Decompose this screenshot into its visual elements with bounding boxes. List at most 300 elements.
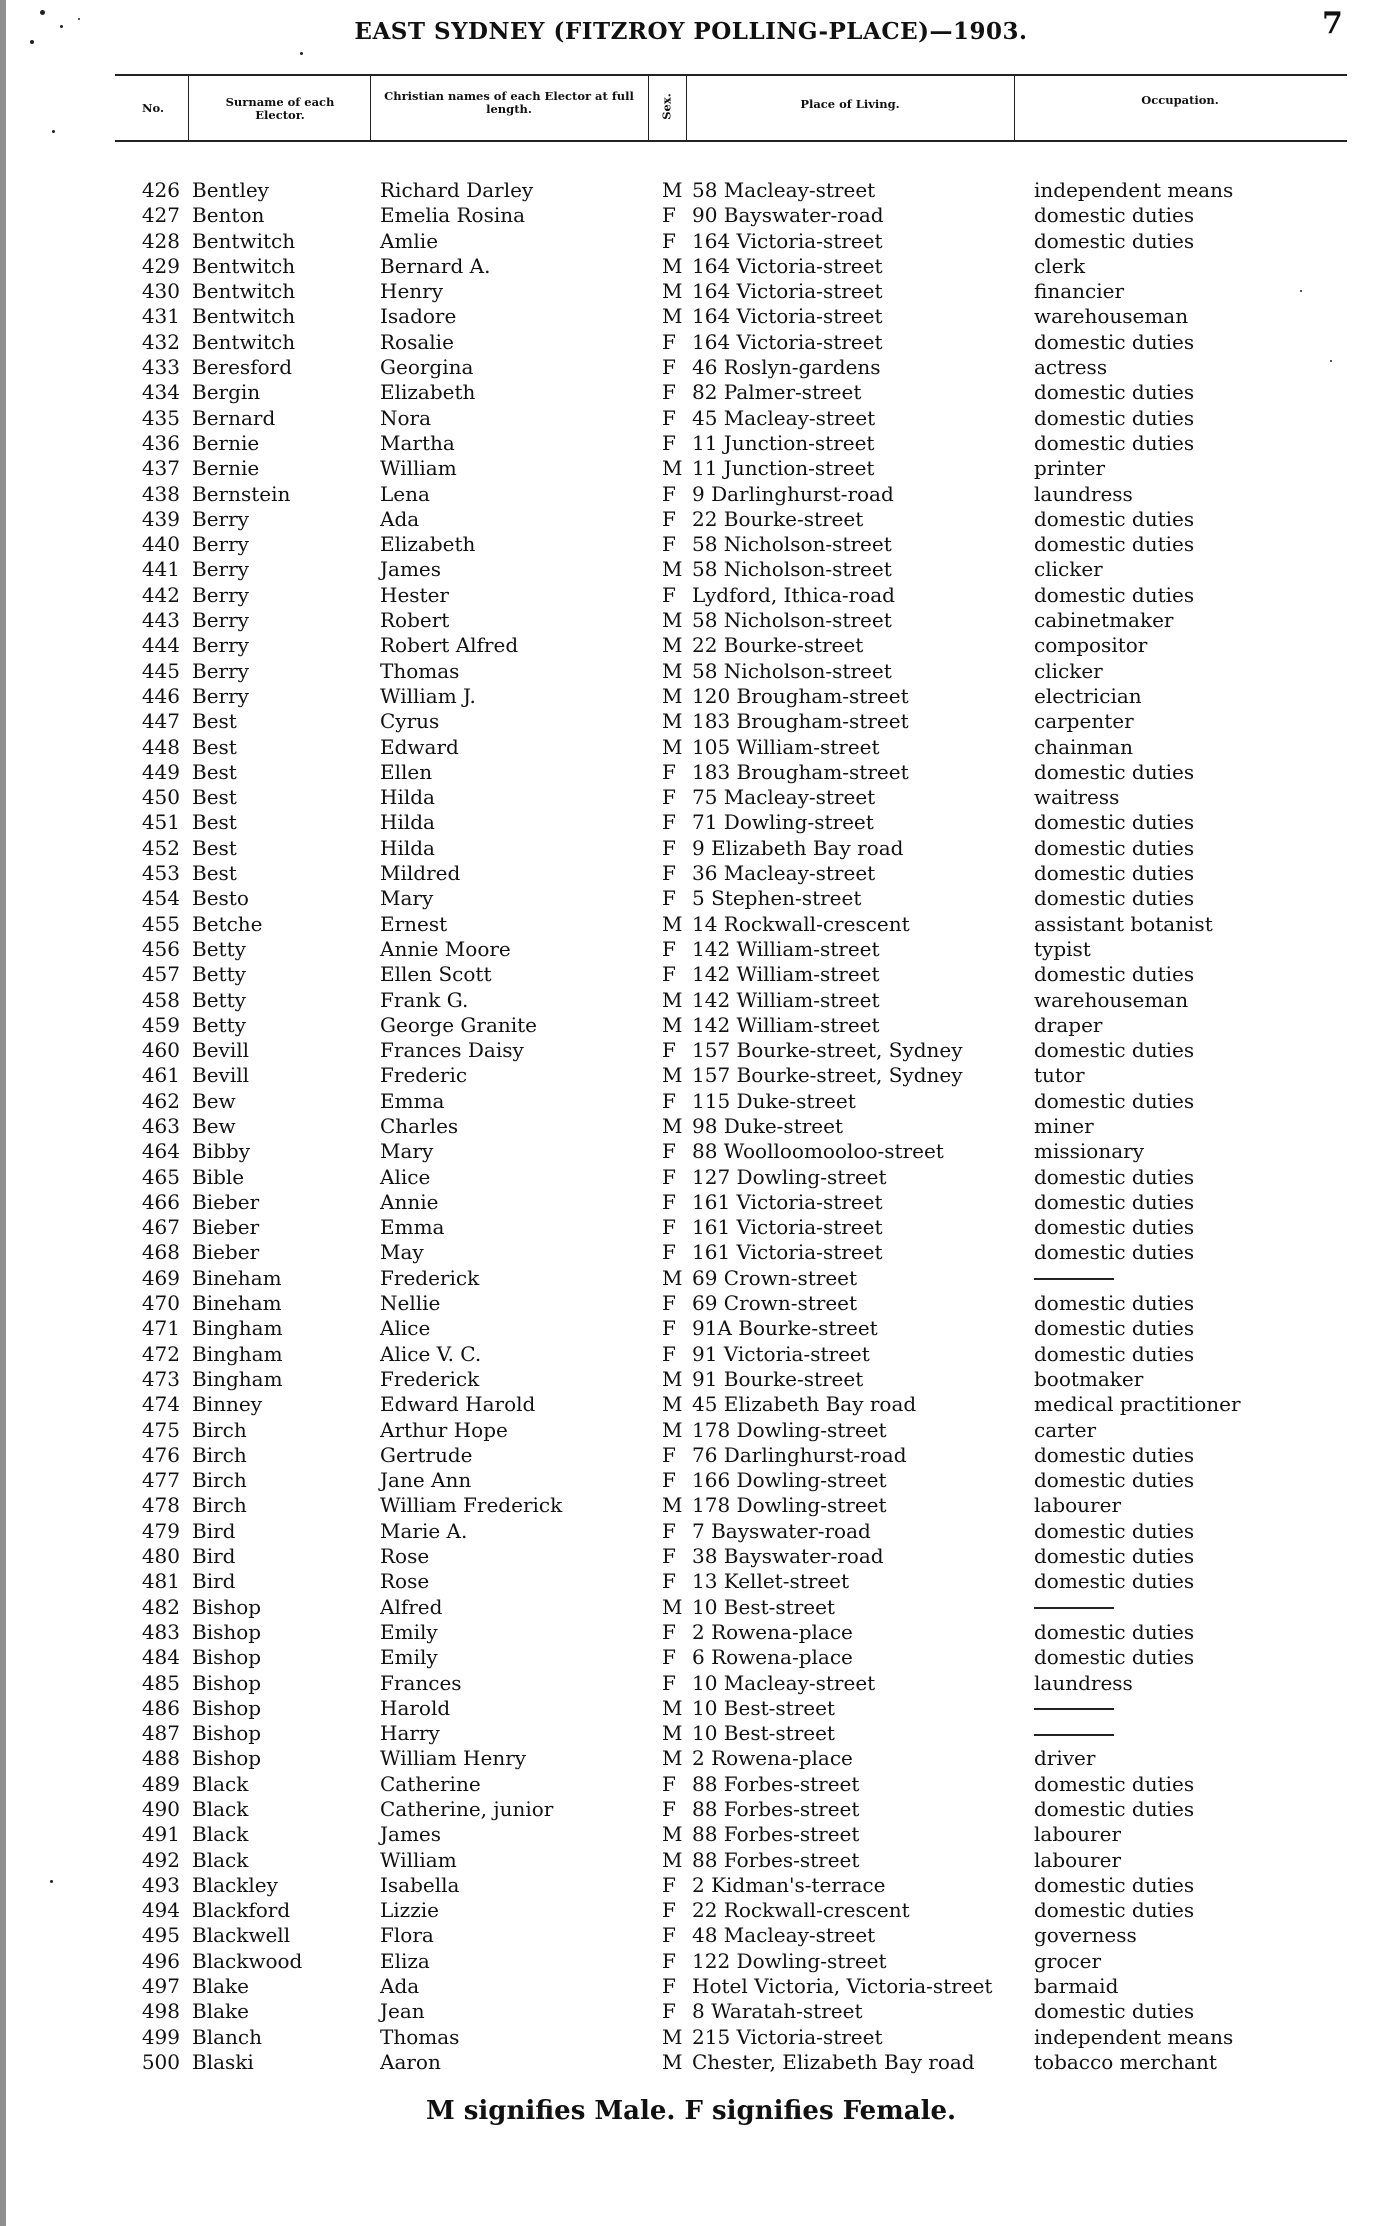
surname: Blackwell <box>192 1923 291 1948</box>
surname: Bishop <box>192 1746 262 1771</box>
elector-row <box>0 684 1382 709</box>
occupation: domestic duties <box>1034 835 1195 860</box>
elector-number: 462 <box>141 1088 180 1113</box>
col-divider <box>686 74 687 140</box>
occupation: labourer <box>1034 1822 1122 1847</box>
elector-row <box>0 912 1382 937</box>
elector-row <box>0 861 1382 886</box>
occupation: domestic duties <box>1034 1619 1195 1644</box>
surname: Betty <box>192 1012 246 1037</box>
surname: Best <box>192 861 237 886</box>
occupation: driver <box>1034 1746 1096 1771</box>
elector-number: 485 <box>141 1670 180 1695</box>
occupation: assistant botanist <box>1034 911 1213 936</box>
sex: M <box>662 633 683 658</box>
elector-row <box>0 1569 1382 1594</box>
occupation: domestic duties <box>1034 1316 1195 1341</box>
surname: Bible <box>192 1164 245 1189</box>
sex: M <box>662 1594 683 1619</box>
surname: Bentwitch <box>192 329 296 354</box>
surname: Blackford <box>192 1898 291 1923</box>
elector-number: 429 <box>141 253 180 278</box>
elector-row <box>0 760 1382 785</box>
surname: Bentwitch <box>192 304 296 329</box>
elector-number: 470 <box>141 1291 180 1316</box>
elector-row <box>0 2025 1382 2050</box>
scan-speck <box>300 52 303 55</box>
elector-number: 426 <box>141 178 180 202</box>
surname: Berry <box>192 582 249 607</box>
sex: F <box>662 936 676 961</box>
sex: F <box>662 1316 676 1341</box>
sex: M <box>662 1113 683 1138</box>
sex: F <box>662 861 676 886</box>
blank-occupation-rule <box>1034 1734 1114 1736</box>
sex: F <box>662 1670 676 1695</box>
elector-row <box>0 178 1382 203</box>
sex: M <box>662 911 683 936</box>
elector-number: 500 <box>141 2049 180 2074</box>
surname: Bew <box>192 1113 236 1138</box>
sex: F <box>662 1645 676 1670</box>
place-of-living: 157 Bourke-street, Sydney <box>692 1038 963 1063</box>
place-of-living: 2 Rowena-place <box>692 1746 853 1771</box>
place-of-living: 71 Dowling-street <box>692 810 874 835</box>
occupation: warehouseman <box>1034 304 1189 329</box>
place-of-living: 164 Victoria-street <box>692 279 883 304</box>
elector-row <box>0 1848 1382 1873</box>
sex: F <box>662 835 676 860</box>
christian-names: William <box>380 1847 457 1872</box>
sex: F <box>662 1139 676 1164</box>
elector-row <box>0 229 1382 254</box>
sex: M <box>662 1366 683 1391</box>
elector-number: 491 <box>141 1822 180 1847</box>
elector-number: 496 <box>141 1948 180 1973</box>
surname: Betche <box>192 911 263 936</box>
elector-row <box>0 810 1382 835</box>
christian-names: Frederic <box>380 1063 468 1088</box>
sex: M <box>662 1265 683 1290</box>
occupation: carter <box>1034 1417 1097 1442</box>
surname: Bird <box>192 1569 236 1594</box>
elector-number: 475 <box>141 1417 180 1442</box>
elector-number: 482 <box>141 1594 180 1619</box>
christian-names: Richard Darley <box>380 178 534 202</box>
elector-row <box>0 1645 1382 1670</box>
christian-names: Hilda <box>380 835 435 860</box>
surname: Bevill <box>192 1038 250 1063</box>
elector-number: 440 <box>141 532 180 557</box>
elector-number: 444 <box>141 633 180 658</box>
surname: Birch <box>192 1442 247 1467</box>
surname: Berry <box>192 633 249 658</box>
elector-row <box>0 1367 1382 1392</box>
elector-row <box>0 1089 1382 1114</box>
place-of-living: 91 Victoria-street <box>692 1341 870 1366</box>
sex: F <box>662 785 676 810</box>
occupation: domestic duties <box>1034 1215 1195 1240</box>
surname: Blanch <box>192 2024 262 2049</box>
occupation: laundress <box>1034 1670 1133 1695</box>
elector-row <box>0 1671 1382 1696</box>
christian-names: Cyrus <box>380 709 440 734</box>
place-of-living: 45 Elizabeth Bay road <box>692 1392 917 1417</box>
occupation: domestic duties <box>1034 861 1195 886</box>
christian-names: Ernest <box>380 911 448 936</box>
elector-row <box>0 2050 1382 2075</box>
elector-row <box>0 1822 1382 1847</box>
occupation: chainman <box>1034 734 1134 759</box>
surname: Blackwood <box>192 1948 303 1973</box>
christian-names: Mary <box>380 886 434 911</box>
place-of-living: 105 William-street <box>692 734 880 759</box>
christian-names: Emma <box>380 1215 445 1240</box>
elector-row <box>0 1215 1382 1240</box>
occupation: missionary <box>1034 1139 1144 1164</box>
christian-names: Edward Harold <box>380 1392 536 1417</box>
place-of-living: 164 Victoria-street <box>692 228 883 253</box>
christian-names: Aaron <box>380 2049 441 2074</box>
elector-row <box>0 1999 1382 2024</box>
occupation: carpenter <box>1034 709 1134 734</box>
sex: F <box>662 1468 676 1493</box>
occupation: warehouseman <box>1034 987 1189 1012</box>
surname: Bew <box>192 1088 236 1113</box>
elector-row <box>0 406 1382 431</box>
sex: F <box>662 355 676 380</box>
sex: M <box>662 253 683 278</box>
occupation: domestic duties <box>1034 532 1195 557</box>
elector-row <box>0 1898 1382 1923</box>
occupation: cabinetmaker <box>1034 608 1174 633</box>
sex: F <box>662 481 676 506</box>
col-divider <box>188 74 189 140</box>
occupation: domestic duties <box>1034 380 1195 405</box>
place-of-living: 69 Crown-street <box>692 1265 858 1290</box>
elector-row <box>0 1165 1382 1190</box>
christian-names: Frank G. <box>380 987 469 1012</box>
elector-number: 466 <box>141 1189 180 1214</box>
surname: Bevill <box>192 1063 250 1088</box>
sex: M <box>662 987 683 1012</box>
elector-number: 477 <box>141 1468 180 1493</box>
christian-names: Mildred <box>380 861 461 886</box>
sex: F <box>662 1619 676 1644</box>
christian-names: Catherine, junior <box>380 1797 554 1821</box>
elector-number: 483 <box>141 1619 180 1644</box>
sex: M <box>662 1417 683 1442</box>
sex: F <box>662 962 676 987</box>
elector-row <box>0 1342 1382 1367</box>
occupation: domestic duties <box>1034 1468 1195 1493</box>
elector-row <box>0 1392 1382 1417</box>
elector-number: 452 <box>141 835 180 860</box>
place-of-living: 178 Dowling-street <box>692 1417 887 1442</box>
elector-number: 427 <box>141 203 180 228</box>
sex: F <box>662 1898 676 1923</box>
sex: M <box>662 734 683 759</box>
surname: Berry <box>192 608 249 633</box>
christian-names: Ellen Scott <box>380 962 492 987</box>
christian-names: Rose <box>380 1569 430 1594</box>
occupation: domestic duties <box>1034 810 1195 835</box>
elector-number: 484 <box>141 1645 180 1670</box>
elector-row <box>0 1923 1382 1948</box>
elector-number: 490 <box>141 1797 180 1821</box>
place-of-living: 22 Bourke-street <box>692 506 864 531</box>
sex: M <box>662 1012 683 1037</box>
place-of-living: 58 Nicholson-street <box>692 608 892 633</box>
sex: F <box>662 1164 676 1189</box>
occupation: waitress <box>1034 785 1120 810</box>
elector-number: 474 <box>141 1392 180 1417</box>
sex: F <box>662 1771 676 1796</box>
elector-row <box>0 608 1382 633</box>
christian-names: Thomas <box>380 2024 460 2049</box>
occupation: domestic duties <box>1034 405 1195 430</box>
occupation: actress <box>1034 355 1108 380</box>
surname: Best <box>192 835 237 860</box>
occupation <box>1034 1721 1114 1746</box>
sex: F <box>662 1442 676 1467</box>
christian-names: Thomas <box>380 658 460 683</box>
christian-names: Charles <box>380 1113 459 1138</box>
elector-row <box>0 1468 1382 1493</box>
sex: M <box>662 2024 683 2049</box>
christian-names: Annie Moore <box>380 936 511 961</box>
surname: Bentwitch <box>192 253 296 278</box>
surname: Bieber <box>192 1215 260 1240</box>
christian-names: Catherine <box>380 1771 481 1796</box>
occupation: domestic duties <box>1034 962 1195 987</box>
occupation: domestic duties <box>1034 1872 1195 1897</box>
surname: Blaski <box>192 2049 254 2074</box>
elector-number: 442 <box>141 582 180 607</box>
occupation: domestic duties <box>1034 1088 1195 1113</box>
sex: M <box>662 279 683 304</box>
place-of-living: 8 Waratah-street <box>692 1999 863 2024</box>
occupation: domestic duties <box>1034 1898 1195 1923</box>
sex: F <box>662 1240 676 1265</box>
elector-row <box>0 532 1382 557</box>
footer-legend: M signifies Male. F signifies Female. <box>425 2096 957 2126</box>
place-of-living: 22 Rockwall-crescent <box>692 1898 910 1923</box>
christian-names: Frederick <box>380 1366 480 1391</box>
sex: F <box>662 1088 676 1113</box>
surname: Berry <box>192 557 249 582</box>
surname: Blake <box>192 1999 249 2024</box>
elector-row <box>0 1038 1382 1063</box>
scan-speck <box>30 40 34 44</box>
place-of-living: 9 Elizabeth Bay road <box>692 835 904 860</box>
surname: Bishop <box>192 1594 262 1619</box>
sex: F <box>662 380 676 405</box>
elector-number: 467 <box>141 1215 180 1240</box>
surname: Betty <box>192 987 246 1012</box>
elector-row <box>0 1316 1382 1341</box>
elector-row <box>0 1696 1382 1721</box>
elector-row <box>0 279 1382 304</box>
christian-names: Alice V. C. <box>380 1341 482 1366</box>
occupation: labourer <box>1034 1493 1122 1518</box>
christian-names: Nellie <box>380 1291 441 1316</box>
occupation: tobacco merchant <box>1034 2049 1217 2074</box>
sex: F <box>662 582 676 607</box>
sex: F <box>662 759 676 784</box>
place-of-living: 115 Duke-street <box>692 1088 856 1113</box>
christian-names: William Frederick <box>380 1493 563 1518</box>
surname: Besto <box>192 886 249 911</box>
elector-row <box>0 735 1382 760</box>
surname: Beresford <box>192 355 292 380</box>
place-of-living: Hotel Victoria, Victoria-street <box>692 1974 993 1999</box>
occupation: electrician <box>1034 683 1142 708</box>
place-of-living: 142 William-street <box>692 936 880 961</box>
elector-row <box>0 1063 1382 1088</box>
elector-row <box>0 1721 1382 1746</box>
christian-names: Henry <box>380 279 444 304</box>
christian-names: Ada <box>380 1974 420 1999</box>
surname: Blake <box>192 1974 249 1999</box>
surname: Black <box>192 1771 249 1796</box>
elector-number: 450 <box>141 785 180 810</box>
elector-number: 486 <box>141 1695 180 1720</box>
occupation: domestic duties <box>1034 1240 1195 1265</box>
surname: Birch <box>192 1468 247 1493</box>
christian-names: Isadore <box>380 304 457 329</box>
place-of-living: 46 Roslyn-gardens <box>692 355 881 380</box>
elector-number: 497 <box>141 1974 180 1999</box>
christian-names: Marie A. <box>380 1518 468 1543</box>
christian-names: Robert Alfred <box>380 633 519 658</box>
elector-row <box>0 1493 1382 1518</box>
christian-names: Harold <box>380 1695 451 1720</box>
place-of-living: 69 Crown-street <box>692 1291 858 1316</box>
christian-names: Georgina <box>380 355 474 380</box>
christian-names: Emily <box>380 1645 438 1670</box>
elector-number: 451 <box>141 810 180 835</box>
christian-names: Jean <box>380 1999 425 2024</box>
elector-row <box>0 1772 1382 1797</box>
christian-names: Elizabeth <box>380 532 476 557</box>
sex: F <box>662 1518 676 1543</box>
occupation: independent means <box>1034 2024 1234 2049</box>
occupation: laundress <box>1034 481 1133 506</box>
elector-row <box>0 583 1382 608</box>
christian-names: Flora <box>380 1923 434 1948</box>
christian-names: Eliza <box>380 1948 430 1973</box>
occupation: domestic duties <box>1034 228 1195 253</box>
christian-names: Lizzie <box>380 1898 439 1923</box>
sex: F <box>662 1291 676 1316</box>
sex: F <box>662 1974 676 1999</box>
elector-row <box>0 1013 1382 1038</box>
scan-speck <box>1330 360 1332 362</box>
elector-row <box>0 1595 1382 1620</box>
sex: M <box>662 1695 683 1720</box>
christian-names: Martha <box>380 430 455 455</box>
place-of-living: 142 William-street <box>692 987 880 1012</box>
header-no: No. <box>142 101 164 115</box>
place-of-living: 164 Victoria-street <box>692 304 883 329</box>
sex: M <box>662 557 683 582</box>
christian-names: Hilda <box>380 785 435 810</box>
elector-row <box>0 962 1382 987</box>
elector-row <box>0 507 1382 532</box>
sex: M <box>662 2049 683 2074</box>
place-of-living: 88 Forbes-street <box>692 1797 860 1821</box>
sex: F <box>662 1189 676 1214</box>
christian-names: Ada <box>380 506 420 531</box>
elector-number: 463 <box>141 1113 180 1138</box>
place-of-living: 142 William-street <box>692 962 880 987</box>
col-divider <box>370 74 371 140</box>
place-of-living: 10 Macleay-street <box>692 1670 876 1695</box>
occupation: clerk <box>1034 253 1086 278</box>
sex: M <box>662 1721 683 1746</box>
surname: Bishop <box>192 1695 262 1720</box>
elector-row <box>0 456 1382 481</box>
header-sex: Sex. <box>659 93 674 120</box>
christian-names: Emelia Rosina <box>380 203 526 228</box>
surname: Bieber <box>192 1240 260 1265</box>
surname: Berry <box>192 506 249 531</box>
elector-row <box>0 254 1382 279</box>
surname: Betty <box>192 936 246 961</box>
sex: M <box>662 1746 683 1771</box>
scan-speck <box>60 25 63 28</box>
elector-number: 431 <box>141 304 180 329</box>
surname: Bishop <box>192 1670 262 1695</box>
occupation: domestic duties <box>1034 1999 1195 2024</box>
christian-names: William Henry <box>380 1746 527 1771</box>
occupation: domestic duties <box>1034 1544 1195 1569</box>
christian-names: Alice <box>380 1164 431 1189</box>
christian-names: Frederick <box>380 1265 480 1290</box>
place-of-living: Lydford, Ithica-road <box>692 582 895 607</box>
elector-row <box>0 1418 1382 1443</box>
christian-names: George Granite <box>380 1012 538 1037</box>
sex: F <box>662 1341 676 1366</box>
elector-number: 488 <box>141 1746 180 1771</box>
occupation: domestic duties <box>1034 506 1195 531</box>
christian-names: Frances <box>380 1670 462 1695</box>
surname: Bishop <box>192 1619 262 1644</box>
elector-row <box>0 1266 1382 1291</box>
surname: Benton <box>192 203 265 228</box>
surname: Bingham <box>192 1341 283 1366</box>
christian-names: Lena <box>380 481 430 506</box>
occupation <box>1034 1595 1114 1620</box>
occupation: domestic duties <box>1034 1291 1195 1316</box>
place-of-living: 5 Stephen-street <box>692 886 862 911</box>
elector-number: 441 <box>141 557 180 582</box>
elector-row <box>0 988 1382 1013</box>
elector-row <box>0 886 1382 911</box>
elector-number: 456 <box>141 936 180 961</box>
occupation: tutor <box>1034 1063 1085 1088</box>
place-of-living: 88 Forbes-street <box>692 1771 860 1796</box>
place-of-living: 58 Nicholson-street <box>692 557 892 582</box>
elector-number: 439 <box>141 506 180 531</box>
occupation: domestic duties <box>1034 582 1195 607</box>
occupation: domestic duties <box>1034 1442 1195 1467</box>
surname: Black <box>192 1797 249 1821</box>
elector-row <box>0 355 1382 380</box>
elector-row <box>0 304 1382 329</box>
elector-row <box>0 203 1382 228</box>
